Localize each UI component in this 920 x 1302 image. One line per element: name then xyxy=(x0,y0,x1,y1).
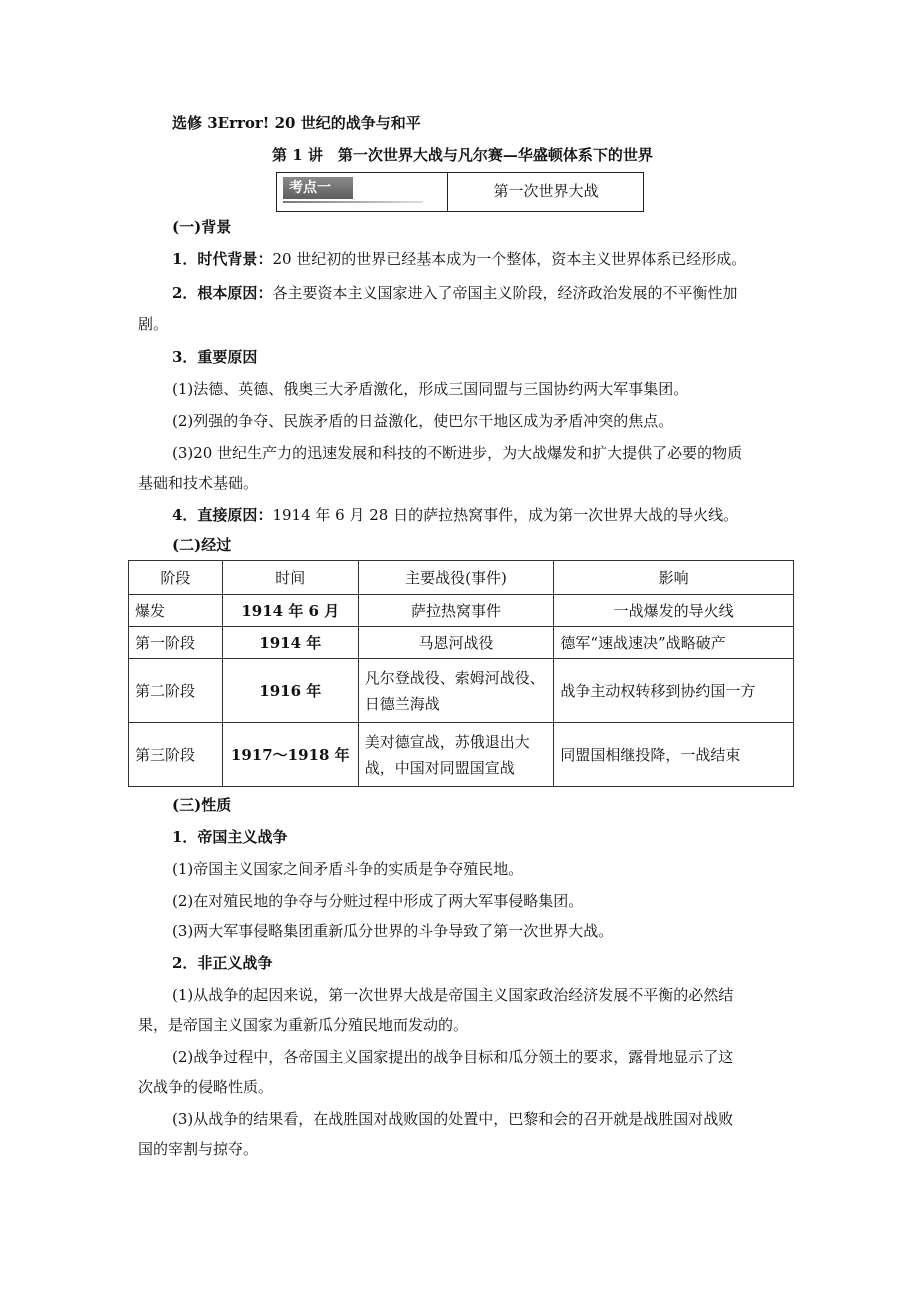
table-cell: 1917～1918 年 xyxy=(222,723,358,787)
nature-item-2-2-l2: 次战争的侵略性质。 xyxy=(138,1078,274,1096)
label-era: 1．时代背景： xyxy=(172,250,273,268)
paragraph-era xyxy=(172,248,746,269)
table-cell-line: 战，中国对同盟国宣战 xyxy=(364,758,515,777)
text-era: 20 世纪初的世界已经基本成为一个整体，资本主义世界体系已经形成。 xyxy=(272,250,747,268)
nature-item-2-2-l1: (2)战争过程中，各帝国主义国家提出的战争目标和瓜分领土的要求，露骨地显示了这 xyxy=(172,1048,734,1066)
table-cell: 爆发 xyxy=(129,595,223,627)
table-cell-line: 日德兰海战 xyxy=(364,694,440,713)
table-cell: 德军“速战速决”战略破产 xyxy=(554,627,794,659)
table-header: 主要战役(事件) xyxy=(358,561,554,595)
text-root-cause-l2: 剧。 xyxy=(138,315,169,333)
module-title: 选修 3Error! 20 世纪的战争与和平 xyxy=(172,114,421,132)
nature-item-1-3: (3)两大军事侵略集团重新瓜分世界的斗争导致了第一次世界大战。 xyxy=(172,922,614,940)
table-cell-line: 美对德宣战，苏俄退出大 xyxy=(364,732,530,751)
topic-box xyxy=(276,172,644,212)
table-cell xyxy=(358,659,554,723)
table-header: 阶段 xyxy=(129,561,223,595)
label-direct-cause: 4．直接原因： xyxy=(172,506,273,524)
nature-item-2-3-l2: 国的宰割与掠夺。 xyxy=(138,1140,259,1158)
table-header-row xyxy=(129,561,794,595)
heading-imperialist-war: 1．帝国主义战争 xyxy=(172,828,288,846)
nature-item-2-1-l2: 果，是帝国主义国家为重新瓜分殖民地而发动的。 xyxy=(138,1016,469,1034)
topic-tag: 考点一 xyxy=(283,177,353,199)
section-heading-background: (一)背景 xyxy=(172,218,232,236)
table-row xyxy=(129,595,794,627)
section-heading-nature: (三)性质 xyxy=(172,796,232,814)
table-cell: 同盟国相继投降，一战结束 xyxy=(554,723,794,787)
cause-item-3-l1: (3)20 世纪生产力的迅速发展和科技的不断进步，为大战爆发和扩大提供了必要的物质 xyxy=(172,444,743,462)
label-root-cause: 2．根本原因： xyxy=(172,284,273,302)
table-cell: 1914 年 xyxy=(222,627,358,659)
nature-item-1-1: (1)帝国主义国家之间矛盾斗争的实质是争夺殖民地。 xyxy=(172,860,524,878)
paragraph-direct-cause xyxy=(172,504,738,525)
lesson-title: 第 1 讲 第一次世界大战与凡尔赛—华盛顿体系下的世界 xyxy=(272,146,653,164)
nature-item-2-3-l1: (3)从战争的结果看，在战胜国对战败国的处置中，巴黎和会的召开就是战胜国对战败 xyxy=(172,1110,734,1128)
cause-item-2: (2)列强的争夺、民族矛盾的日益激化，使巴尔干地区成为矛盾冲突的焦点。 xyxy=(172,412,674,430)
process-table xyxy=(128,560,794,787)
table-row xyxy=(129,627,794,659)
heading-unjust-war: 2．非正义战争 xyxy=(172,954,273,972)
heading-important-causes: 3．重要原因 xyxy=(172,348,258,366)
cause-item-3-l2: 基础和技术基础。 xyxy=(138,474,259,492)
table-row xyxy=(129,723,794,787)
table-cell: 战争主动权转移到协约国一方 xyxy=(554,659,794,723)
table-cell: 萨拉热窝事件 xyxy=(358,595,554,627)
table-header: 时间 xyxy=(222,561,358,595)
table-cell: 第二阶段 xyxy=(129,659,223,723)
table-cell: 1914 年 6 月 xyxy=(222,595,358,627)
table-cell: 第一阶段 xyxy=(129,627,223,659)
cause-item-1: (1)法德、英德、俄奥三大矛盾激化，形成三国同盟与三国协约两大军事集团。 xyxy=(172,380,689,398)
topic-title: 第一次世界大战 xyxy=(493,182,599,200)
text-direct-cause: 1914 年 6 月 28 日的萨拉热窝事件，成为第一次世界大战的导火线。 xyxy=(272,506,739,524)
table-header: 影响 xyxy=(554,561,794,595)
table-cell xyxy=(358,723,554,787)
nature-item-2-1-l1: (1)从战争的起因来说，第一次世界大战是帝国主义国家政治经济发展不平衡的必然结 xyxy=(172,986,734,1004)
topic-tag-underline xyxy=(283,201,423,203)
table-cell: 1916 年 xyxy=(222,659,358,723)
table-cell-line: 凡尔登战役、索姆河战役、 xyxy=(364,668,545,687)
table-row xyxy=(129,659,794,723)
nature-item-1-2: (2)在对殖民地的争夺与分赃过程中形成了两大军事侵略集团。 xyxy=(172,892,584,910)
paragraph-root-cause xyxy=(172,282,737,303)
text-root-cause-l1: 各主要资本主义国家进入了帝国主义阶段，经济政治发展的不平衡性加 xyxy=(272,284,738,302)
section-heading-process: (二)经过 xyxy=(172,536,232,554)
table-cell: 马恩河战役 xyxy=(358,627,554,659)
table-cell: 第三阶段 xyxy=(129,723,223,787)
table-cell: 一战爆发的导火线 xyxy=(554,595,794,627)
